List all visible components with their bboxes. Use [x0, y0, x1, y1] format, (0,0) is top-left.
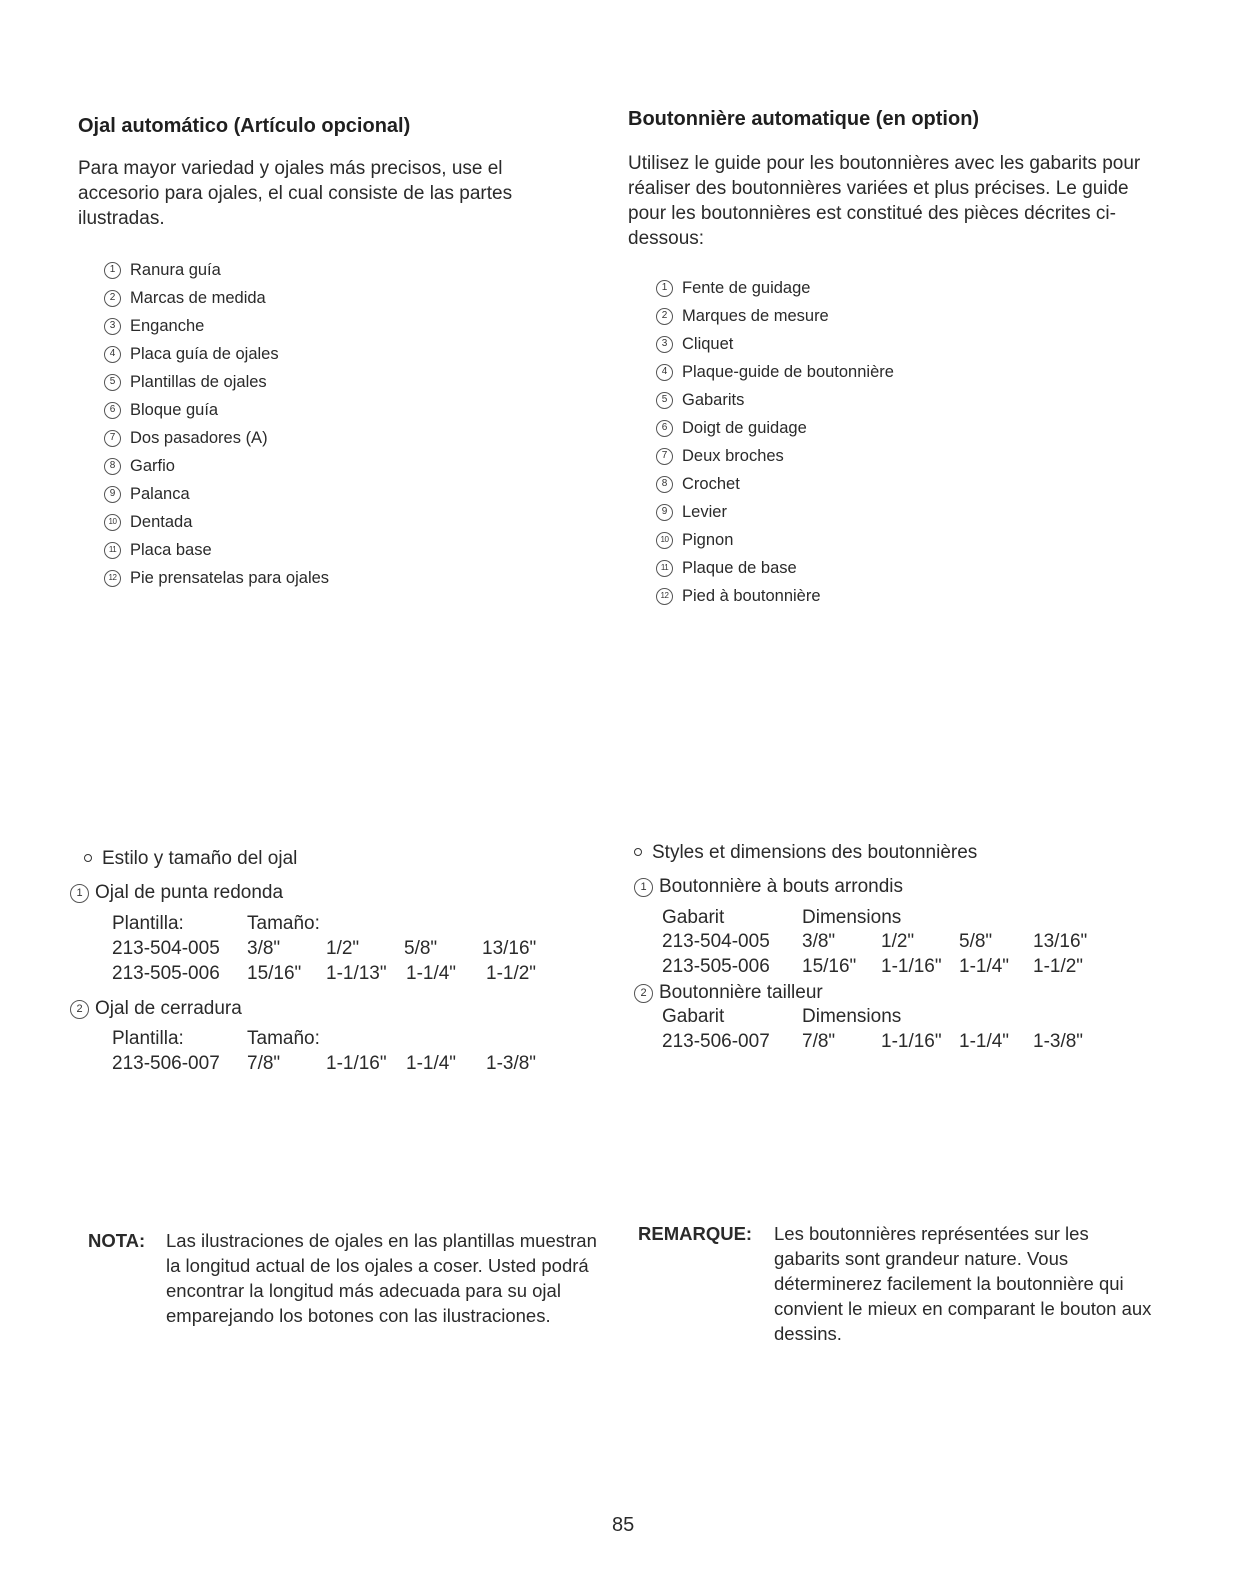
fr-style2-header-row — [662, 1004, 1132, 1030]
size-cell: 15/16" — [247, 963, 302, 984]
list-item — [104, 536, 329, 564]
list-item — [104, 564, 329, 592]
part-label: Fente de guidage — [682, 279, 811, 297]
column-header: Dimensions — [802, 1006, 902, 1027]
styles-heading-text: Styles et dimensions des boutonnières — [652, 842, 978, 863]
size-cell: 1-1/4" — [959, 956, 1010, 977]
size-cell: 1-1/16" — [881, 1031, 942, 1052]
part-label: Placa base — [130, 541, 212, 559]
size-cell: 7/8" — [802, 1031, 836, 1052]
style-title: Ojal de punta redonda — [95, 882, 284, 903]
size-cell: 5/8" — [404, 938, 438, 959]
part-label: Palanca — [130, 485, 190, 503]
part-label: Gabarits — [682, 391, 745, 409]
fr-style1-header-row — [662, 905, 1132, 931]
part-label: Levier — [682, 503, 727, 521]
es-style2-heading — [70, 996, 242, 1022]
circled-number: 12 — [104, 570, 121, 587]
es-styles-section — [78, 846, 598, 1086]
list-item — [104, 396, 329, 424]
part-label: Deux broches — [682, 447, 784, 465]
list-item — [104, 312, 329, 340]
size-cell: 1-1/4" — [406, 1053, 457, 1074]
list-item — [656, 442, 894, 470]
part-label: Cliquet — [682, 335, 734, 353]
table-row — [662, 954, 1132, 980]
table-row — [662, 929, 1132, 955]
list-item — [104, 368, 329, 396]
circled-number: 8 — [656, 476, 673, 493]
circled-number: 6 — [656, 420, 673, 437]
circled-number: 9 — [656, 504, 673, 521]
circled-number: 10 — [104, 514, 121, 531]
circled-number: 3 — [104, 318, 121, 335]
es-note — [88, 1228, 608, 1358]
part-label: Pignon — [682, 531, 734, 549]
size-cell: 3/8" — [247, 938, 281, 959]
list-item — [104, 284, 329, 312]
template-code: 213-505-006 — [112, 963, 220, 984]
template-code: 213-505-006 — [662, 956, 770, 977]
note-label: NOTA: — [88, 1230, 146, 1251]
size-cell: 7/8" — [247, 1053, 281, 1074]
size-cell: 1-1/4" — [959, 1031, 1010, 1052]
part-label: Ranura guía — [130, 261, 221, 279]
circled-number: 1 — [656, 280, 673, 297]
size-cell: 1/2" — [881, 931, 915, 952]
column-header: Tamaño: — [247, 1028, 320, 1049]
part-label: Crochet — [682, 475, 740, 493]
list-item — [656, 526, 894, 554]
table-row — [662, 1029, 1132, 1055]
part-label: Dos pasadores (A) — [130, 429, 268, 447]
circled-number: 2 — [70, 1000, 89, 1019]
size-cell: 1-1/16" — [326, 1053, 387, 1074]
es-intro: Para mayor variedad y ojales más precisos, use el accesorio para ojales, el cual consiste de las partes ilustradas. — [78, 158, 513, 229]
circled-number: 1 — [634, 878, 653, 897]
styles-heading-text: Estilo y tamaño del ojal — [102, 848, 298, 869]
es-title: Ojal automático (Artículo opcional) — [78, 115, 411, 137]
circled-number: 9 — [104, 486, 121, 503]
circled-number: 2 — [104, 290, 121, 307]
list-item — [656, 470, 894, 498]
part-label: Pie prensatelas para ojales — [130, 569, 330, 587]
circled-number: 10 — [656, 532, 673, 549]
size-cell: 1-1/4" — [406, 963, 457, 984]
column-header: Gabarit — [662, 1006, 725, 1027]
table-row — [112, 1051, 572, 1077]
circled-number: 7 — [656, 448, 673, 465]
table-row — [112, 936, 572, 962]
column-header: Tamaño: — [247, 913, 320, 934]
circled-number: 2 — [634, 984, 653, 1003]
bullet-icon — [84, 854, 92, 862]
list-item — [656, 582, 894, 610]
note-text: Las ilustraciones de ojales en las plantillas muestran la longitud actual de los ojales a coser. Usted podrá encontrar la longitud más adecuada para su ojal emparejando los botones con las ilustraciones. — [166, 1230, 597, 1326]
part-label: Pied à boutonnière — [682, 587, 821, 605]
part-label: Bloque guía — [130, 401, 219, 419]
part-label: Placa guía de ojales — [130, 345, 279, 363]
size-cell: 1-1/2" — [486, 963, 537, 984]
french-column — [628, 0, 1168, 1400]
size-cell: 5/8" — [959, 931, 993, 952]
style-title: Boutonnière à bouts arrondis — [659, 876, 903, 897]
circled-number: 6 — [104, 402, 121, 419]
fr-styles-section — [628, 840, 1168, 1070]
spanish-column — [78, 0, 598, 1400]
es-parts-list — [104, 256, 329, 592]
es-style1-heading — [70, 880, 283, 906]
note-label: REMARQUE: — [638, 1223, 753, 1244]
es-styles-heading — [78, 846, 297, 872]
column-header: Gabarit — [662, 907, 725, 928]
list-item — [656, 302, 894, 330]
list-item — [104, 340, 329, 368]
size-cell: 13/16" — [482, 938, 537, 959]
circled-number: 4 — [656, 364, 673, 381]
size-cell: 1-1/13" — [326, 963, 387, 984]
size-cell: 13/16" — [1033, 931, 1088, 952]
list-item — [104, 424, 329, 452]
template-code: 213-506-007 — [112, 1053, 220, 1074]
circled-number: 5 — [656, 392, 673, 409]
part-label: Garfio — [130, 457, 175, 475]
part-label: Plaque-guide de boutonnière — [682, 363, 894, 381]
fr-intro: Utilisez le guide pour les boutonnières avec les gabarits pour réaliser des boutonnières variées et plus précises. Le guide pour les boutonnières est constitué des pièces décrites ci-dessous: — [628, 153, 1141, 249]
bullet-icon — [634, 848, 642, 856]
note-text: Les boutonnières représentées sur les gabarits sont grandeur nature. Vous déterminerez facilement la boutonnière qui convient le mieux en comparant le bouton aux dessins. — [774, 1223, 1152, 1344]
circled-number: 11 — [656, 560, 673, 577]
circled-number: 4 — [104, 346, 121, 363]
fr-note — [638, 1221, 1168, 1351]
circled-number: 8 — [104, 458, 121, 475]
size-cell: 1/2" — [326, 938, 360, 959]
column-header: Plantilla: — [112, 1028, 184, 1049]
fr-style1-heading — [634, 874, 903, 900]
part-label: Dentada — [130, 513, 193, 531]
fr-styles-heading — [628, 840, 977, 866]
list-item — [656, 498, 894, 526]
column-header: Dimensions — [802, 907, 902, 928]
list-item — [104, 452, 329, 480]
list-item — [656, 554, 894, 582]
list-item — [104, 480, 329, 508]
size-cell: 1-1/2" — [1033, 956, 1084, 977]
list-item — [656, 274, 894, 302]
list-item — [656, 414, 894, 442]
size-cell: 15/16" — [802, 956, 857, 977]
part-label: Plaque de base — [682, 559, 797, 577]
list-item — [656, 386, 894, 414]
list-item — [104, 256, 329, 284]
circled-number: 7 — [104, 430, 121, 447]
circled-number: 3 — [656, 336, 673, 353]
circled-number: 11 — [104, 542, 121, 559]
part-label: Marcas de medida — [130, 289, 266, 307]
table-row — [112, 961, 572, 987]
part-label: Marques de mesure — [682, 307, 829, 325]
style-title: Boutonnière tailleur — [659, 982, 823, 1003]
list-item — [656, 330, 894, 358]
template-code: 213-504-005 — [662, 931, 770, 952]
size-cell: 1-1/16" — [881, 956, 942, 977]
page-number: 85 — [612, 1514, 635, 1536]
fr-title: Boutonnière automatique (en option) — [628, 108, 980, 130]
list-item — [656, 358, 894, 386]
circled-number: 1 — [70, 884, 89, 903]
part-label: Doigt de guidage — [682, 419, 807, 437]
template-code: 213-506-007 — [662, 1031, 770, 1052]
part-label: Plantillas de ojales — [130, 373, 267, 391]
fr-style2-heading — [634, 980, 823, 1006]
part-label: Enganche — [130, 317, 205, 335]
circled-number: 2 — [656, 308, 673, 325]
es-style1-header-row — [112, 911, 572, 937]
size-cell: 3/8" — [802, 931, 836, 952]
size-cell: 1-3/8" — [1033, 1031, 1084, 1052]
fr-parts-list — [656, 274, 894, 610]
size-cell: 1-3/8" — [486, 1053, 537, 1074]
style-title: Ojal de cerradura — [95, 998, 242, 1019]
circled-number: 12 — [656, 588, 673, 605]
circled-number: 5 — [104, 374, 121, 391]
list-item — [104, 508, 329, 536]
template-code: 213-504-005 — [112, 938, 220, 959]
column-header: Plantilla: — [112, 913, 184, 934]
circled-number: 1 — [104, 262, 121, 279]
es-style2-header-row — [112, 1026, 572, 1052]
